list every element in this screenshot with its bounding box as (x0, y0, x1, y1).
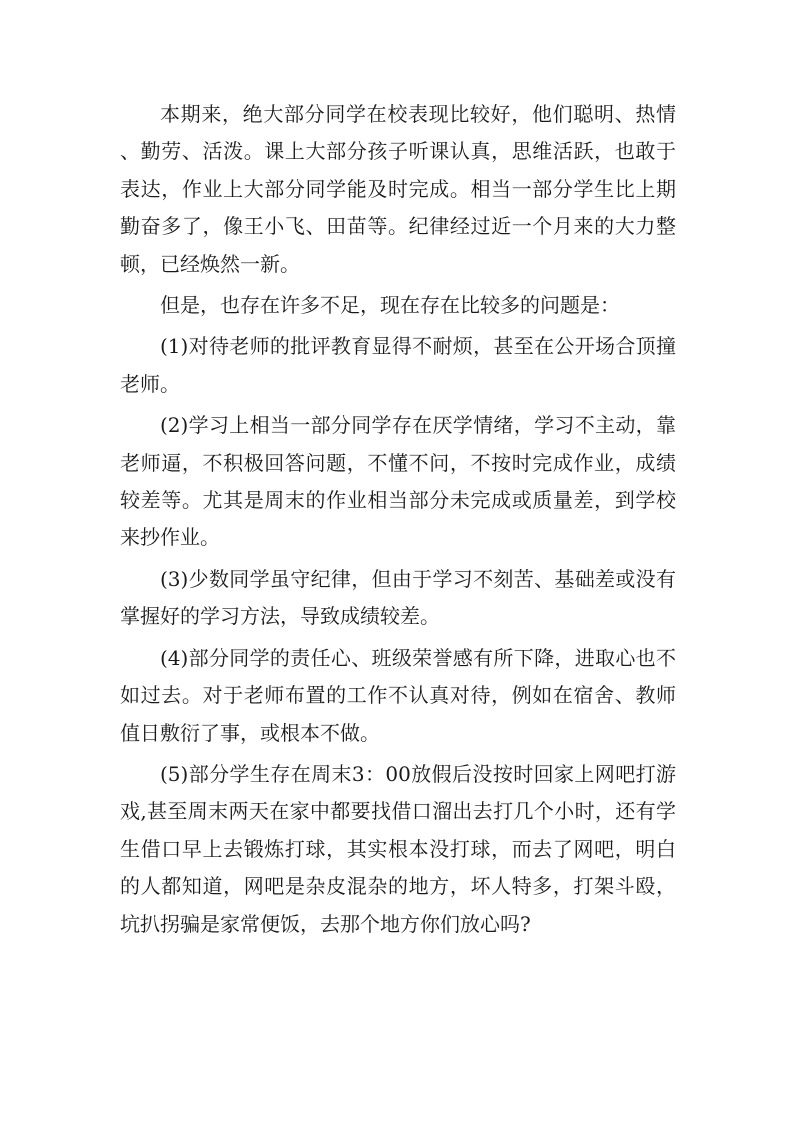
paragraph-item-2: (2)学习上相当一部分同学存在厌学情绪，学习不主动，靠老师逼，不积极回答问题，不懂不问，不按时完成作业，成绩较差等。尤其是周末的作业相当部分未完成或质量差，到学校来抄作业。 (120, 413, 676, 550)
paragraph-item-1: (1)对待老师的批评教育显得不耐烦，甚至在公开场合顶撞老师。 (120, 334, 676, 396)
paragraph-item-3: (3)少数同学虽守纪律，但由于学习不刻苦、基础差或没有掌握好的学习方法，导致成绩较差。 (120, 566, 676, 629)
body-text (120, 96, 676, 943)
paragraph-problems-lead: 但是，也存在许多不足，现在存在比较多的问题是： (160, 293, 620, 318)
paragraph-item-4: (4)部分同学的责任心、班级荣誉感有所下降，进取心也不如过去。对于老师布置的工作不认真对待，例如在宿舍、教师值日敷衍了事，或根本不做。 (120, 645, 676, 745)
paragraph-intro: 本期来，绝大部分同学在校表现比较好，他们聪明、热情、勤劳、活泼。课上大部分孩子听课认真，思维活跃，也敢于表达，作业上大部分同学能及时完成。相当一部分学生比上期勤奋多了，像王小飞、田苗等。纪律经过近一个月来的大力整顿，已经焕然一新。 (120, 102, 676, 276)
paragraph-item-5: (5)部分学生存在周末3：00放假后没按时回家上网吧打游戏,甚至周末两天在家中都要找借口溜出去打几个小时，还有学生借口早上去锻炼打球，其实根本没打球，而去了网吧，明白的人都知道，网吧是杂皮混杂的地方，坏人特多，打架斗殴，坑扒拐骗是家常便饭，去那个地方你们放心吗? (120, 761, 676, 936)
